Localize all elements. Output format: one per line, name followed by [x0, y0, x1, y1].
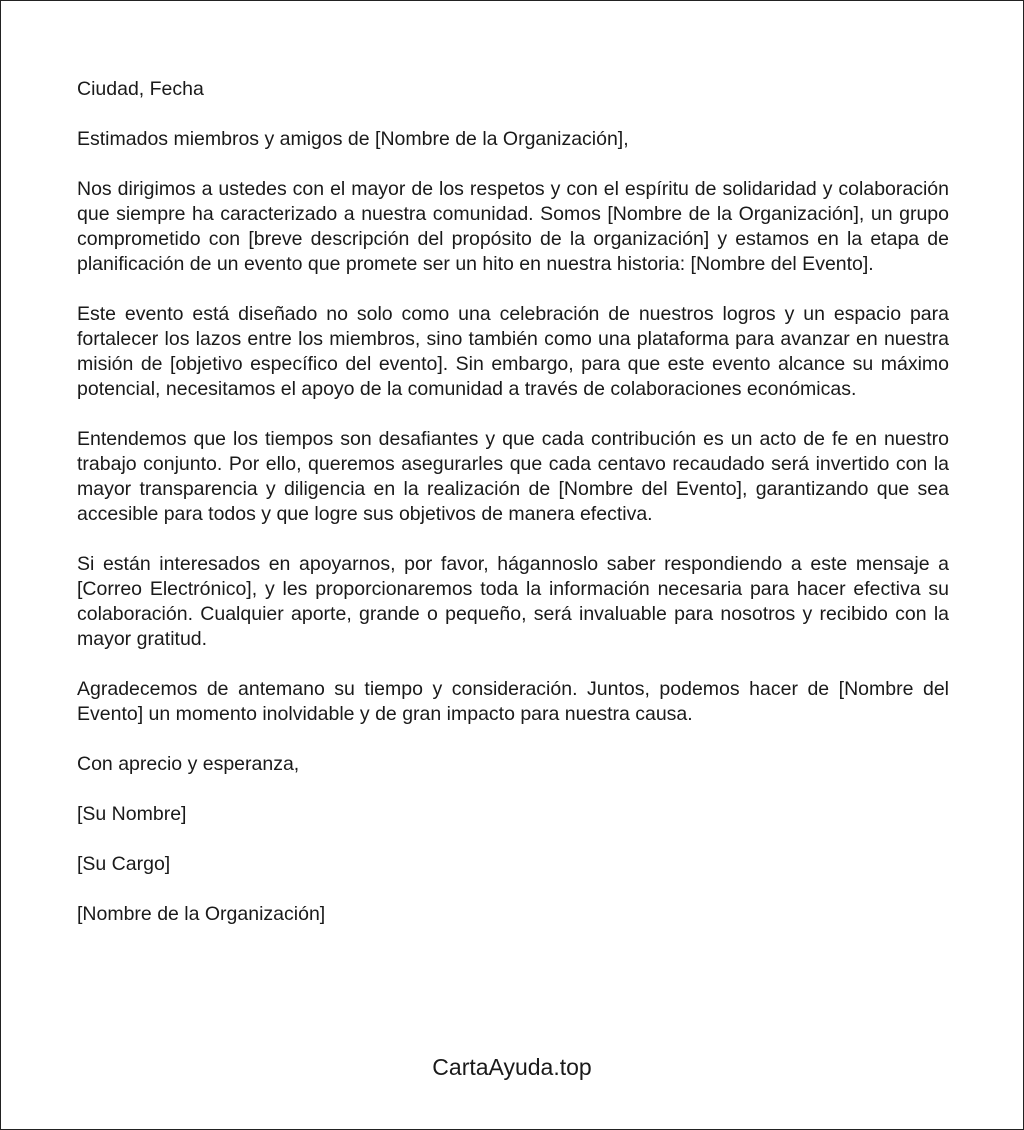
- paragraph-event-purpose: Este evento está diseñado no solo como una celebración de nuestros logros y un espacio para fortalecer los lazos entre los miembros, sino también como una plataforma para avanzar en nuestra misión de [objetivo específico del evento]. Sin embargo, para que este evento alcance su máximo potencial, necesitamos el apoyo de la comunidad a través de colaboraciones económicas.: [77, 303, 949, 400]
- salutation: Estimados miembros y amigos de [Nombre de la Organización],: [77, 128, 629, 150]
- closing: Con aprecio y esperanza,: [77, 753, 300, 775]
- place-date: Ciudad, Fecha: [77, 78, 204, 100]
- letter-body: [77, 77, 949, 952]
- paragraph-thanks: Agradecemos de antemano su tiempo y consideración. Juntos, podemos hacer de [Nombre del Evento] un momento inolvidable y de gran impacto para nuestra causa.: [77, 678, 949, 725]
- paragraph-introduction: Nos dirigimos a ustedes con el mayor de los respetos y con el espíritu de solidaridad y colaboración que siempre ha caracterizado a nuestra comunidad. Somos [Nombre de la Organización], un grupo comprometido con [breve descripción del propósito de la organización] y estamos en la etapa de planificación de un evento que promete ser un hito en nuestra historia: [Nombre del Evento].: [77, 178, 949, 275]
- signature-name: [Su Nombre]: [77, 803, 187, 825]
- paragraph-contact: Si están interesados en apoyarnos, por favor, hágannoslo saber respondiendo a este mensaje a [Correo Electrónico], y les proporcionaremos toda la información necesaria para hacer efectiva su colaboración. Cualquier aporte, grande o pequeño, será invaluable para nosotros y recibido con la mayor gratitud.: [77, 553, 949, 650]
- signature-title: [Su Cargo]: [77, 853, 171, 875]
- footer-site-name: CartaAyuda.top: [432, 1054, 592, 1080]
- paragraph-transparency: Entendemos que los tiempos son desafiantes y que cada contribución es un acto de fe en nuestro trabajo conjunto. Por ello, queremos asegurarles que cada centavo recaudado será invertido con la mayor transparencia y diligencia en la realización de [Nombre del Evento], garantizando que sea accesible para todos y que logre sus objetivos de manera efectiva.: [77, 428, 949, 525]
- signature-organization: [Nombre de la Organización]: [77, 903, 326, 925]
